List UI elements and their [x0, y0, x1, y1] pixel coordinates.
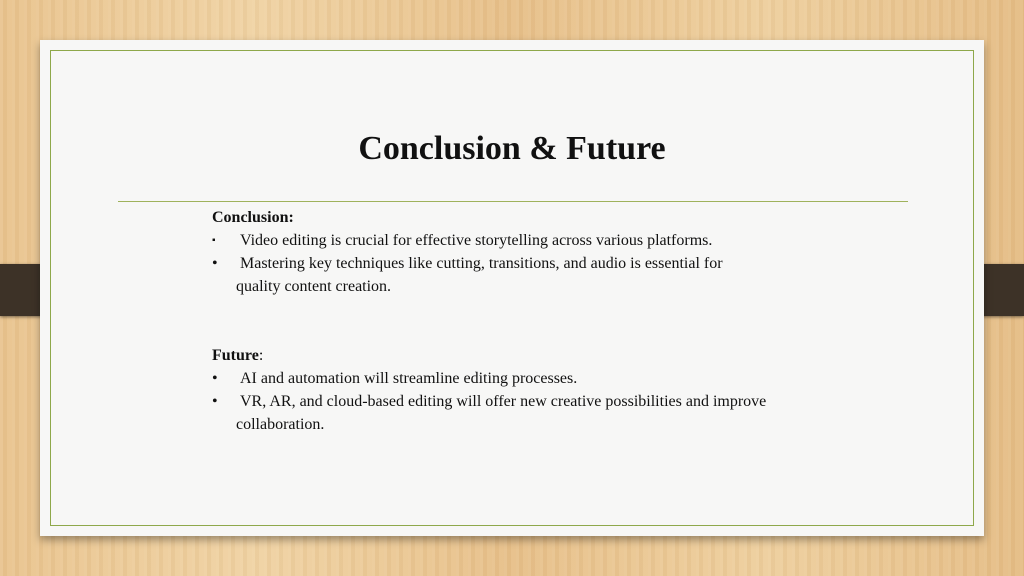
- conclusion-heading: Conclusion:: [212, 209, 294, 226]
- square-bullet-icon: ▪: [212, 235, 216, 246]
- future-list: [212, 367, 892, 436]
- title-divider: [118, 201, 908, 202]
- list-item: [212, 390, 892, 436]
- list-item-text: Video editing is crucial for effective storytelling across various platforms.: [240, 232, 713, 249]
- list-item-text: AI and automation will streamline editing processes.: [240, 370, 578, 387]
- list-item-text: Mastering key techniques like cutting, transitions, and audio is essential for: [240, 255, 723, 272]
- list-item: [212, 367, 892, 390]
- bullet-icon: •: [212, 370, 218, 387]
- bullet-icon: •: [212, 255, 218, 272]
- bullet-icon: •: [212, 393, 218, 410]
- list-item-text-continued: quality content creation.: [236, 278, 392, 295]
- slide-content: [212, 206, 892, 436]
- future-heading: Future:: [212, 347, 264, 364]
- list-item-text: VR, AR, and cloud-based editing will offer new creative possibilities and improve: [240, 393, 767, 410]
- conclusion-list: [212, 229, 892, 298]
- list-item: [212, 229, 892, 252]
- slide-title: Conclusion & Future: [358, 130, 666, 167]
- slide: [40, 40, 984, 536]
- list-item: [212, 252, 892, 298]
- list-item-text-continued: collaboration.: [236, 416, 325, 433]
